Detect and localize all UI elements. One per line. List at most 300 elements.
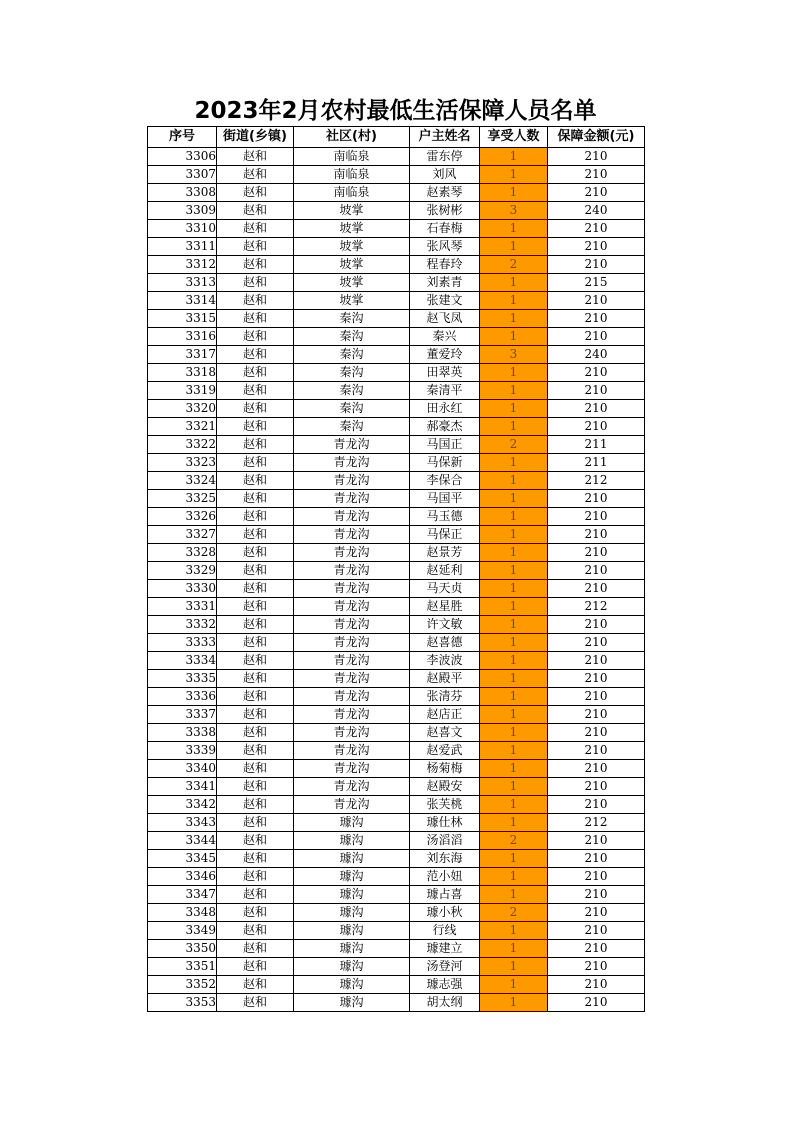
community-cell: 秦沟 bbox=[294, 382, 410, 400]
community-cell: 秦沟 bbox=[294, 364, 410, 382]
allowance-amount-cell: 210 bbox=[548, 796, 645, 814]
table-row bbox=[148, 418, 645, 436]
serial-number-cell: 3318 bbox=[148, 364, 217, 382]
header-beneficiary-count: 享受人数 bbox=[480, 127, 548, 148]
table-row bbox=[148, 472, 645, 490]
table-row bbox=[148, 310, 645, 328]
table-row bbox=[148, 958, 645, 976]
street-cell: 赵和 bbox=[217, 598, 294, 616]
header-community: 社区(村) bbox=[294, 127, 410, 148]
allowance-amount-cell: 210 bbox=[548, 760, 645, 778]
householder-name-cell: 马天贞 bbox=[410, 580, 480, 598]
allowance-amount-cell: 212 bbox=[548, 472, 645, 490]
serial-number-cell: 3329 bbox=[148, 562, 217, 580]
table-row bbox=[148, 292, 645, 310]
householder-name-cell: 璩仕林 bbox=[410, 814, 480, 832]
allowance-amount-cell: 210 bbox=[548, 310, 645, 328]
table-row bbox=[148, 490, 645, 508]
allowance-amount-cell: 210 bbox=[548, 904, 645, 922]
table-row bbox=[148, 562, 645, 580]
householder-name-cell: 赵喜文 bbox=[410, 724, 480, 742]
table-row bbox=[148, 670, 645, 688]
street-cell: 赵和 bbox=[217, 472, 294, 490]
householder-name-cell: 程春玲 bbox=[410, 256, 480, 274]
serial-number-cell: 3348 bbox=[148, 904, 217, 922]
beneficiary-count-cell: 3 bbox=[480, 202, 548, 220]
serial-number-cell: 3331 bbox=[148, 598, 217, 616]
beneficiary-count-cell: 1 bbox=[480, 922, 548, 940]
allowance-amount-cell: 210 bbox=[548, 778, 645, 796]
header-householder-name: 户主姓名 bbox=[410, 127, 480, 148]
serial-number-cell: 3314 bbox=[148, 292, 217, 310]
table-row bbox=[148, 868, 645, 886]
householder-name-cell: 赵飞凤 bbox=[410, 310, 480, 328]
serial-number-cell: 3345 bbox=[148, 850, 217, 868]
beneficiary-count-cell: 1 bbox=[480, 994, 548, 1012]
allowance-amount-cell: 210 bbox=[548, 184, 645, 202]
allowance-amount-cell: 210 bbox=[548, 220, 645, 238]
community-cell: 青龙沟 bbox=[294, 760, 410, 778]
householder-name-cell: 张建文 bbox=[410, 292, 480, 310]
beneficiary-count-cell: 1 bbox=[480, 814, 548, 832]
table-row bbox=[148, 832, 645, 850]
street-cell: 赵和 bbox=[217, 418, 294, 436]
beneficiary-count-cell: 1 bbox=[480, 652, 548, 670]
table-row bbox=[148, 994, 645, 1012]
table-row bbox=[148, 220, 645, 238]
householder-name-cell: 秦清平 bbox=[410, 382, 480, 400]
beneficiary-count-cell: 1 bbox=[480, 634, 548, 652]
street-cell: 赵和 bbox=[217, 454, 294, 472]
householder-name-cell: 马玉德 bbox=[410, 508, 480, 526]
allowance-amount-cell: 240 bbox=[548, 346, 645, 364]
beneficiary-count-cell: 1 bbox=[480, 328, 548, 346]
householder-name-cell: 刘素青 bbox=[410, 274, 480, 292]
allowance-amount-cell: 210 bbox=[548, 832, 645, 850]
allowance-amount-cell: 210 bbox=[548, 706, 645, 724]
allowance-amount-cell: 240 bbox=[548, 202, 645, 220]
serial-number-cell: 3335 bbox=[148, 670, 217, 688]
street-cell: 赵和 bbox=[217, 814, 294, 832]
serial-number-cell: 3342 bbox=[148, 796, 217, 814]
street-cell: 赵和 bbox=[217, 670, 294, 688]
table-row bbox=[148, 526, 645, 544]
beneficiary-count-cell: 1 bbox=[480, 598, 548, 616]
street-cell: 赵和 bbox=[217, 364, 294, 382]
header-serial-number: 序号 bbox=[148, 127, 217, 148]
householder-name-cell: 杨菊梅 bbox=[410, 760, 480, 778]
community-cell: 秦沟 bbox=[294, 400, 410, 418]
beneficiary-count-cell: 1 bbox=[480, 166, 548, 184]
beneficiary-count-cell: 1 bbox=[480, 760, 548, 778]
beneficiary-count-cell: 1 bbox=[480, 238, 548, 256]
table-row bbox=[148, 184, 645, 202]
beneficiary-count-cell: 1 bbox=[480, 706, 548, 724]
community-cell: 秦沟 bbox=[294, 310, 410, 328]
serial-number-cell: 3347 bbox=[148, 886, 217, 904]
table-row bbox=[148, 904, 645, 922]
serial-number-cell: 3332 bbox=[148, 616, 217, 634]
serial-number-cell: 3307 bbox=[148, 166, 217, 184]
householder-name-cell: 张芙桃 bbox=[410, 796, 480, 814]
community-cell: 璩沟 bbox=[294, 976, 410, 994]
householder-name-cell: 张清芬 bbox=[410, 688, 480, 706]
community-cell: 青龙沟 bbox=[294, 688, 410, 706]
community-cell: 璩沟 bbox=[294, 922, 410, 940]
community-cell: 坡掌 bbox=[294, 202, 410, 220]
serial-number-cell: 3352 bbox=[148, 976, 217, 994]
beneficiary-count-cell: 3 bbox=[480, 346, 548, 364]
community-cell: 坡掌 bbox=[294, 238, 410, 256]
beneficiary-count-cell: 1 bbox=[480, 778, 548, 796]
serial-number-cell: 3338 bbox=[148, 724, 217, 742]
beneficiary-count-cell: 1 bbox=[480, 508, 548, 526]
allowance-amount-cell: 210 bbox=[548, 292, 645, 310]
serial-number-cell: 3346 bbox=[148, 868, 217, 886]
header-allowance-amount: 保障金额(元) bbox=[548, 127, 645, 148]
beneficiary-count-cell: 1 bbox=[480, 310, 548, 328]
serial-number-cell: 3312 bbox=[148, 256, 217, 274]
beneficiary-count-cell: 1 bbox=[480, 292, 548, 310]
serial-number-cell: 3327 bbox=[148, 526, 217, 544]
table-row bbox=[148, 616, 645, 634]
street-cell: 赵和 bbox=[217, 832, 294, 850]
community-cell: 青龙沟 bbox=[294, 436, 410, 454]
community-cell: 青龙沟 bbox=[294, 508, 410, 526]
community-cell: 璩沟 bbox=[294, 850, 410, 868]
community-cell: 青龙沟 bbox=[294, 580, 410, 598]
serial-number-cell: 3324 bbox=[148, 472, 217, 490]
householder-name-cell: 石春梅 bbox=[410, 220, 480, 238]
serial-number-cell: 3317 bbox=[148, 346, 217, 364]
table-row bbox=[148, 436, 645, 454]
street-cell: 赵和 bbox=[217, 850, 294, 868]
street-cell: 赵和 bbox=[217, 724, 294, 742]
street-cell: 赵和 bbox=[217, 994, 294, 1012]
table-row bbox=[148, 688, 645, 706]
community-cell: 璩沟 bbox=[294, 814, 410, 832]
beneficiary-count-cell: 1 bbox=[480, 382, 548, 400]
beneficiary-count-cell: 1 bbox=[480, 616, 548, 634]
beneficiary-count-cell: 1 bbox=[480, 796, 548, 814]
serial-number-cell: 3334 bbox=[148, 652, 217, 670]
beneficiary-count-cell: 1 bbox=[480, 580, 548, 598]
allowance-amount-cell: 210 bbox=[548, 166, 645, 184]
allowance-amount-cell: 210 bbox=[548, 256, 645, 274]
street-cell: 赵和 bbox=[217, 184, 294, 202]
serial-number-cell: 3339 bbox=[148, 742, 217, 760]
allowance-amount-cell: 210 bbox=[548, 364, 645, 382]
table-row bbox=[148, 544, 645, 562]
householder-name-cell: 璩志强 bbox=[410, 976, 480, 994]
table-row bbox=[148, 886, 645, 904]
community-cell: 南临泉 bbox=[294, 184, 410, 202]
table-row bbox=[148, 940, 645, 958]
serial-number-cell: 3325 bbox=[148, 490, 217, 508]
allowance-amount-cell: 210 bbox=[548, 958, 645, 976]
community-cell: 青龙沟 bbox=[294, 796, 410, 814]
beneficiary-count-cell: 2 bbox=[480, 904, 548, 922]
allowance-amount-cell: 210 bbox=[548, 922, 645, 940]
allowance-amount-cell: 212 bbox=[548, 598, 645, 616]
beneficiary-count-cell: 1 bbox=[480, 886, 548, 904]
street-cell: 赵和 bbox=[217, 778, 294, 796]
allowance-amount-cell: 210 bbox=[548, 940, 645, 958]
street-cell: 赵和 bbox=[217, 922, 294, 940]
householder-name-cell: 田永红 bbox=[410, 400, 480, 418]
householder-name-cell: 赵殿安 bbox=[410, 778, 480, 796]
street-cell: 赵和 bbox=[217, 652, 294, 670]
householder-name-cell: 郝豪杰 bbox=[410, 418, 480, 436]
street-cell: 赵和 bbox=[217, 976, 294, 994]
allowance-amount-cell: 210 bbox=[548, 526, 645, 544]
table-row bbox=[148, 148, 645, 166]
allowance-amount-cell: 210 bbox=[548, 328, 645, 346]
householder-name-cell: 李波波 bbox=[410, 652, 480, 670]
community-cell: 璩沟 bbox=[294, 868, 410, 886]
allowance-amount-cell: 211 bbox=[548, 436, 645, 454]
serial-number-cell: 3344 bbox=[148, 832, 217, 850]
serial-number-cell: 3336 bbox=[148, 688, 217, 706]
householder-name-cell: 刘东海 bbox=[410, 850, 480, 868]
header-row bbox=[148, 127, 645, 148]
community-cell: 青龙沟 bbox=[294, 742, 410, 760]
community-cell: 青龙沟 bbox=[294, 472, 410, 490]
allowance-amount-cell: 210 bbox=[548, 868, 645, 886]
serial-number-cell: 3349 bbox=[148, 922, 217, 940]
allowance-amount-cell: 210 bbox=[548, 400, 645, 418]
householder-name-cell: 马保正 bbox=[410, 526, 480, 544]
serial-number-cell: 3351 bbox=[148, 958, 217, 976]
allowance-amount-cell: 210 bbox=[548, 994, 645, 1012]
table-row bbox=[148, 706, 645, 724]
householder-name-cell: 马保新 bbox=[410, 454, 480, 472]
beneficiary-count-cell: 1 bbox=[480, 976, 548, 994]
street-cell: 赵和 bbox=[217, 688, 294, 706]
street-cell: 赵和 bbox=[217, 544, 294, 562]
street-cell: 赵和 bbox=[217, 436, 294, 454]
householder-name-cell: 赵殿平 bbox=[410, 670, 480, 688]
householder-name-cell: 胡太纲 bbox=[410, 994, 480, 1012]
table-row bbox=[148, 274, 645, 292]
beneficiary-count-cell: 1 bbox=[480, 148, 548, 166]
householder-name-cell: 赵景芳 bbox=[410, 544, 480, 562]
table-row bbox=[148, 328, 645, 346]
community-cell: 南临泉 bbox=[294, 166, 410, 184]
serial-number-cell: 3311 bbox=[148, 238, 217, 256]
serial-number-cell: 3316 bbox=[148, 328, 217, 346]
householder-name-cell: 李保合 bbox=[410, 472, 480, 490]
street-cell: 赵和 bbox=[217, 526, 294, 544]
community-cell: 青龙沟 bbox=[294, 526, 410, 544]
street-cell: 赵和 bbox=[217, 868, 294, 886]
street-cell: 赵和 bbox=[217, 346, 294, 364]
document-title: 2023年2月农村最低生活保障人员名单 bbox=[194, 98, 597, 124]
community-cell: 青龙沟 bbox=[294, 778, 410, 796]
serial-number-cell: 3350 bbox=[148, 940, 217, 958]
serial-number-cell: 3313 bbox=[148, 274, 217, 292]
community-cell: 秦沟 bbox=[294, 346, 410, 364]
community-cell: 坡掌 bbox=[294, 220, 410, 238]
table-body bbox=[148, 148, 645, 1012]
beneficiary-count-cell: 1 bbox=[480, 526, 548, 544]
householder-name-cell: 刘风 bbox=[410, 166, 480, 184]
serial-number-cell: 3320 bbox=[148, 400, 217, 418]
community-cell: 青龙沟 bbox=[294, 724, 410, 742]
community-cell: 璩沟 bbox=[294, 904, 410, 922]
table-row bbox=[148, 922, 645, 940]
table-row bbox=[148, 454, 645, 472]
table-row bbox=[148, 976, 645, 994]
table-row bbox=[148, 652, 645, 670]
allowance-amount-cell: 210 bbox=[548, 562, 645, 580]
community-cell: 坡掌 bbox=[294, 256, 410, 274]
table-row bbox=[148, 634, 645, 652]
table-row bbox=[148, 724, 645, 742]
community-cell: 青龙沟 bbox=[294, 670, 410, 688]
community-cell: 青龙沟 bbox=[294, 562, 410, 580]
serial-number-cell: 3322 bbox=[148, 436, 217, 454]
serial-number-cell: 3308 bbox=[148, 184, 217, 202]
allowance-amount-cell: 210 bbox=[548, 724, 645, 742]
householder-name-cell: 汤滔滔 bbox=[410, 832, 480, 850]
street-cell: 赵和 bbox=[217, 562, 294, 580]
beneficiary-count-cell: 1 bbox=[480, 184, 548, 202]
allowance-amount-cell: 210 bbox=[548, 544, 645, 562]
community-cell: 青龙沟 bbox=[294, 706, 410, 724]
community-cell: 青龙沟 bbox=[294, 490, 410, 508]
householder-name-cell: 赵星胜 bbox=[410, 598, 480, 616]
table-row bbox=[148, 580, 645, 598]
community-cell: 青龙沟 bbox=[294, 616, 410, 634]
table-row bbox=[148, 742, 645, 760]
community-cell: 青龙沟 bbox=[294, 454, 410, 472]
serial-number-cell: 3343 bbox=[148, 814, 217, 832]
community-cell: 璩沟 bbox=[294, 994, 410, 1012]
serial-number-cell: 3330 bbox=[148, 580, 217, 598]
beneficiary-count-cell: 1 bbox=[480, 544, 548, 562]
table-row bbox=[148, 760, 645, 778]
householder-name-cell: 张树彬 bbox=[410, 202, 480, 220]
street-cell: 赵和 bbox=[217, 256, 294, 274]
householder-name-cell: 赵素琴 bbox=[410, 184, 480, 202]
serial-number-cell: 3321 bbox=[148, 418, 217, 436]
street-cell: 赵和 bbox=[217, 238, 294, 256]
householder-name-cell: 璩建立 bbox=[410, 940, 480, 958]
beneficiary-count-cell: 1 bbox=[480, 454, 548, 472]
community-cell: 青龙沟 bbox=[294, 634, 410, 652]
beneficiary-count-cell: 1 bbox=[480, 562, 548, 580]
allowance-amount-cell: 215 bbox=[548, 274, 645, 292]
householder-name-cell: 董爱玲 bbox=[410, 346, 480, 364]
beneficiary-count-cell: 1 bbox=[480, 472, 548, 490]
beneficiary-count-cell: 1 bbox=[480, 850, 548, 868]
street-cell: 赵和 bbox=[217, 742, 294, 760]
beneficiary-count-cell: 2 bbox=[480, 256, 548, 274]
street-cell: 赵和 bbox=[217, 490, 294, 508]
householder-name-cell: 璩占喜 bbox=[410, 886, 480, 904]
allowance-amount-cell: 212 bbox=[548, 814, 645, 832]
community-cell: 秦沟 bbox=[294, 328, 410, 346]
community-cell: 南临泉 bbox=[294, 148, 410, 166]
community-cell: 青龙沟 bbox=[294, 544, 410, 562]
community-cell: 坡掌 bbox=[294, 292, 410, 310]
beneficiary-count-cell: 1 bbox=[480, 688, 548, 706]
community-cell: 璩沟 bbox=[294, 958, 410, 976]
householder-name-cell: 马国正 bbox=[410, 436, 480, 454]
beneficiary-count-cell: 1 bbox=[480, 742, 548, 760]
serial-number-cell: 3333 bbox=[148, 634, 217, 652]
serial-number-cell: 3353 bbox=[148, 994, 217, 1012]
header-street: 街道(乡镇) bbox=[217, 127, 294, 148]
beneficiary-count-cell: 1 bbox=[480, 940, 548, 958]
street-cell: 赵和 bbox=[217, 166, 294, 184]
table-row bbox=[148, 778, 645, 796]
beneficiary-count-cell: 1 bbox=[480, 868, 548, 886]
householder-name-cell: 赵爱武 bbox=[410, 742, 480, 760]
street-cell: 赵和 bbox=[217, 706, 294, 724]
community-cell: 璩沟 bbox=[294, 940, 410, 958]
beneficiary-count-cell: 1 bbox=[480, 418, 548, 436]
serial-number-cell: 3341 bbox=[148, 778, 217, 796]
table-row bbox=[148, 796, 645, 814]
allowance-amount-cell: 210 bbox=[548, 490, 645, 508]
serial-number-cell: 3309 bbox=[148, 202, 217, 220]
allowance-amount-cell: 210 bbox=[548, 634, 645, 652]
street-cell: 赵和 bbox=[217, 958, 294, 976]
community-cell: 坡掌 bbox=[294, 274, 410, 292]
beneficiary-count-cell: 1 bbox=[480, 274, 548, 292]
householder-name-cell: 汤登河 bbox=[410, 958, 480, 976]
street-cell: 赵和 bbox=[217, 616, 294, 634]
householder-name-cell: 秦兴 bbox=[410, 328, 480, 346]
serial-number-cell: 3326 bbox=[148, 508, 217, 526]
table-row bbox=[148, 256, 645, 274]
street-cell: 赵和 bbox=[217, 886, 294, 904]
allowance-amount-cell: 210 bbox=[548, 382, 645, 400]
street-cell: 赵和 bbox=[217, 904, 294, 922]
table-row bbox=[148, 382, 645, 400]
serial-number-cell: 3337 bbox=[148, 706, 217, 724]
table-row bbox=[148, 814, 645, 832]
table-row bbox=[148, 508, 645, 526]
allowance-amount-cell: 210 bbox=[548, 670, 645, 688]
allowance-amount-cell: 210 bbox=[548, 238, 645, 256]
serial-number-cell: 3340 bbox=[148, 760, 217, 778]
householder-name-cell: 马国平 bbox=[410, 490, 480, 508]
street-cell: 赵和 bbox=[217, 292, 294, 310]
householder-name-cell: 赵店正 bbox=[410, 706, 480, 724]
allowance-amount-cell: 210 bbox=[548, 742, 645, 760]
table-row bbox=[148, 166, 645, 184]
street-cell: 赵和 bbox=[217, 634, 294, 652]
beneficiary-count-cell: 1 bbox=[480, 670, 548, 688]
serial-number-cell: 3306 bbox=[148, 148, 217, 166]
allowance-amount-cell: 210 bbox=[548, 148, 645, 166]
beneficiary-count-cell: 1 bbox=[480, 400, 548, 418]
street-cell: 赵和 bbox=[217, 310, 294, 328]
beneficiary-count-cell: 1 bbox=[480, 490, 548, 508]
beneficiary-count-cell: 1 bbox=[480, 958, 548, 976]
table-row bbox=[148, 202, 645, 220]
street-cell: 赵和 bbox=[217, 580, 294, 598]
beneficiary-count-cell: 2 bbox=[480, 436, 548, 454]
street-cell: 赵和 bbox=[217, 382, 294, 400]
householder-name-cell: 许文敏 bbox=[410, 616, 480, 634]
householder-name-cell: 范小妞 bbox=[410, 868, 480, 886]
householder-name-cell: 璩小秋 bbox=[410, 904, 480, 922]
householder-name-cell: 雷东停 bbox=[410, 148, 480, 166]
